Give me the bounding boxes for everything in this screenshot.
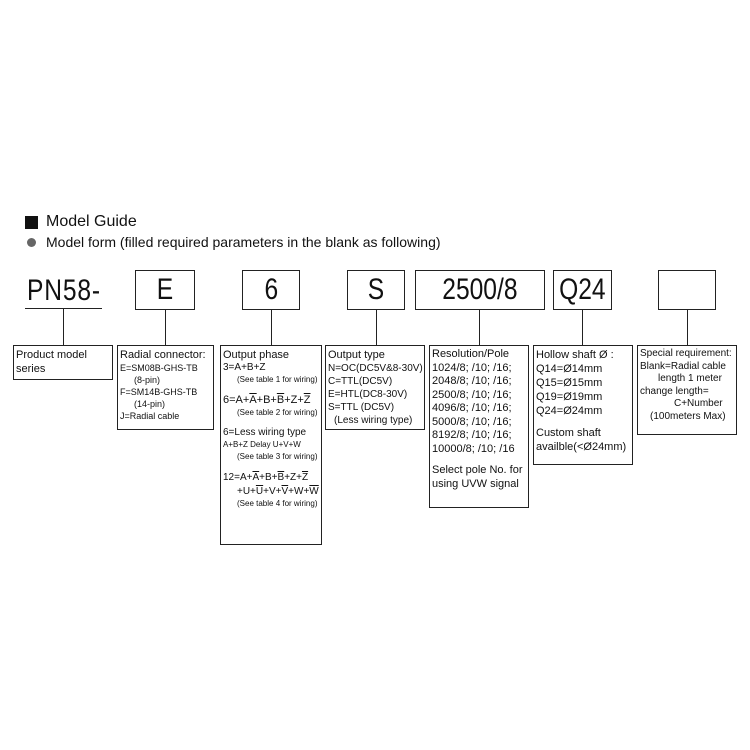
box-shaft[interactable]: Q24 <box>553 270 612 310</box>
connector-line <box>687 310 688 345</box>
box-special[interactable] <box>658 270 716 310</box>
series-code: PN58- <box>27 274 101 307</box>
resolution-box: Resolution/Pole 1024/8; /10; /16; 2048/8; /10; /16; 2500/8; /10; /16; 4096/8; /10; /16; 5000/8; /10; /16; 8192/8; /10; /16; 10000/8; /10; /16 Select pole No. for using UVW signal <box>429 345 529 508</box>
output-phase-box: Output phase 3=A+B+Z (See table 1 for wiring) $6=A+\overline{A}+B+\overline{B}+Z+\overline{Z}$ (See table 2 for wiring) 6=Less wiring type A+B+Z Delay U+V+W (See table 3 for wiring) $12=A+\overline{A}+B+\overline{B}+Z+\overline{Z}$ $+U+\overline{U}+V+\overline{V}+W+\overline{W}$ (See table 4 for wiring) <box>220 345 322 545</box>
box-connector[interactable]: E <box>135 270 195 310</box>
heading: Model Guide <box>46 213 137 230</box>
connector-line <box>271 310 272 345</box>
connector-box: Radial connector: E=SM08B-GHS-TB (8-pin) F=SM14B-GHS-TB (14-pin) J=Radial cable <box>117 345 214 430</box>
shaft-box: Hollow shaft Ø : Q14=Ø14mm Q15=Ø15mm Q19=Ø19mm Q24=Ø24mm Custom shaft availble(<Ø24mm) <box>533 345 633 465</box>
square-bullet-icon <box>25 216 38 229</box>
box-output-type[interactable]: S <box>347 270 405 310</box>
box-resolution[interactable]: 2500/8 <box>415 270 545 310</box>
connector-line <box>376 310 377 345</box>
output-type-box: Output type N=OC(DC5V&8-30V) C=TTL(DC5V) E=HTL(DC8-30V) S=TTL (DC5V) (Less wiring type) <box>325 345 425 430</box>
box-output-phase[interactable]: 6 <box>242 270 300 310</box>
connector-line <box>582 310 583 345</box>
circle-bullet-icon <box>27 238 36 247</box>
connector-line <box>479 310 480 345</box>
connector-line <box>63 309 64 345</box>
product-series-box: Product model series <box>13 345 113 380</box>
special-box: Special requirement: Blank=Radial cable length 1 meter change length= C+Number (100meters Max) <box>637 345 737 435</box>
subheading: Model form (filled required parameters in the blank as following) <box>46 234 441 250</box>
connector-line <box>165 310 166 345</box>
